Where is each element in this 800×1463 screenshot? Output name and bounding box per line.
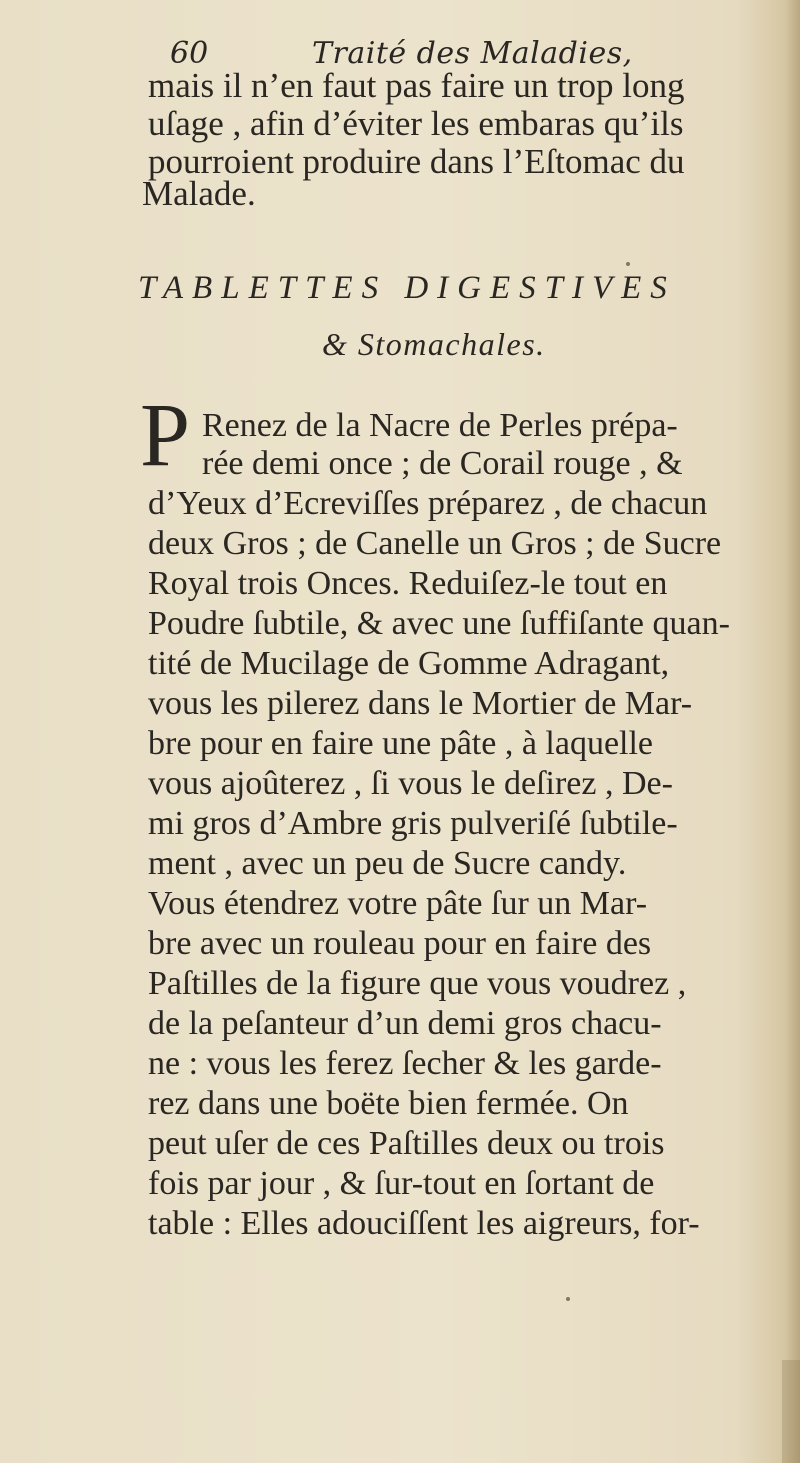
section-heading: TABLETTES DIGESTIVES <box>138 270 676 306</box>
text-line: Vous étendrez votre pâte ſur un Mar- <box>148 885 648 922</box>
text-line: Poudre ſubtile, & avec une ſuffiſante quan- <box>148 605 730 642</box>
text-line: tité de Mucilage de Gomme Adragant, <box>148 645 670 682</box>
text-line: mais il n’en faut pas faire un trop long <box>148 66 685 105</box>
text-line: Renez de la Nacre de Perles prépa- <box>202 407 678 444</box>
page-number: 60 <box>170 36 209 71</box>
page-edge-shadow <box>786 0 800 1463</box>
text-line: deux Gros ; de Canelle un Gros ; de Sucre <box>148 525 722 562</box>
text-line: ment , avec un peu de Sucre candy. <box>148 845 627 882</box>
text-line: vous ajoûterez , ſi vous le deſirez , De- <box>148 765 673 802</box>
running-title: Traité des Maladies, <box>312 36 633 71</box>
ink-speck <box>626 262 630 266</box>
text-line: rée demi once ; de Corail rouge , & <box>202 445 683 482</box>
text-line: pourroient produire dans l’Eſtomac du <box>148 142 685 181</box>
text-line: ne : vous les ferez ſecher & les garde- <box>148 1045 662 1082</box>
text-line: vous les pilerez dans le Mortier de Mar- <box>148 685 693 722</box>
text-line: bre pour en faire une pâte , à laquelle <box>148 725 654 762</box>
text-line: fois par jour , & ſur-tout en ſortant de <box>148 1165 655 1202</box>
page-stain <box>782 1360 800 1463</box>
text-line: mi gros d’Ambre gris pulveriſé ſubtile- <box>148 805 678 842</box>
text-line: de la peſanteur d’un demi gros chacu- <box>148 1005 662 1042</box>
text-line: uſage , afin d’éviter les embaras qu’ils <box>148 104 684 143</box>
text-line: peut uſer de ces Paſtilles deux ou trois <box>148 1125 665 1162</box>
text-line: table : Elles adouciſſent les aigreurs, for- <box>148 1205 700 1242</box>
drop-cap: P <box>140 386 191 485</box>
text-line: bre avec un rouleau pour en faire des <box>148 925 652 962</box>
text-line: d’Yeux d’Ecreviſſes préparez , de chacun <box>148 485 708 522</box>
text-line: rez dans une boëte bien fermée. On <box>148 1085 629 1122</box>
text-line: Royal trois Onces. Reduiſez-le tout en <box>148 565 668 602</box>
ink-speck <box>566 1297 570 1301</box>
text-line: Paſtilles de la figure que vous voudrez , <box>148 965 687 1002</box>
section-subheading: & Stomachales. <box>322 326 546 362</box>
text-line: Malade. <box>142 174 256 213</box>
